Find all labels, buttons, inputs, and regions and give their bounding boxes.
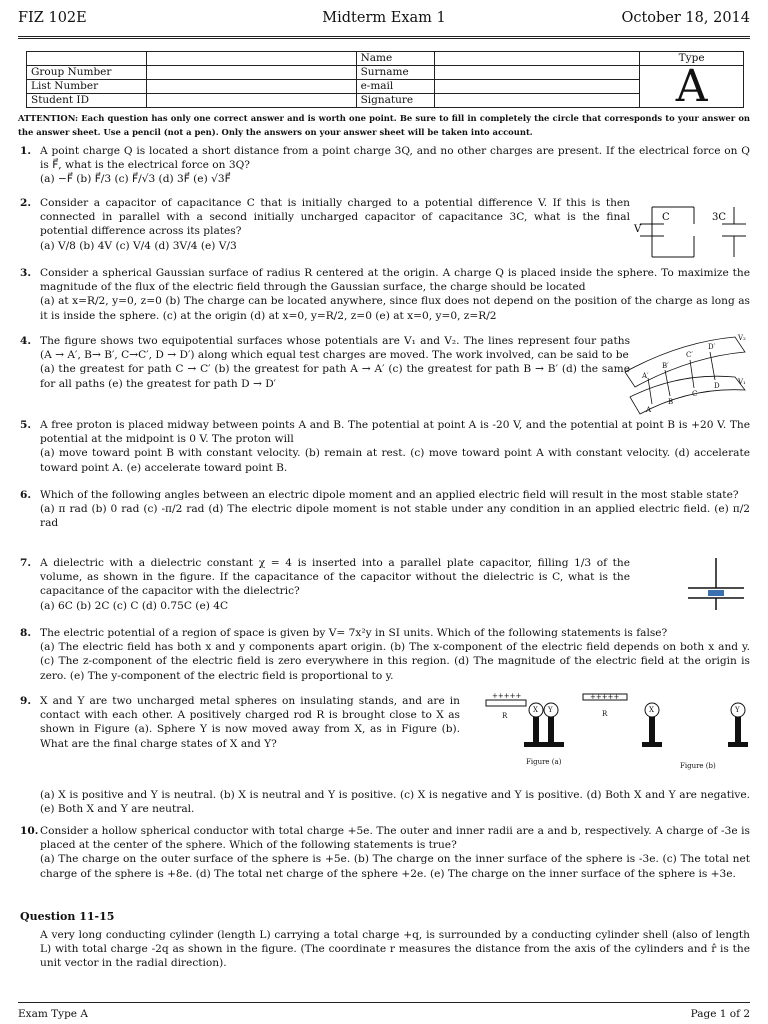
rod-label: R — [502, 712, 508, 720]
signature-label: Signature — [356, 94, 435, 108]
footer-rule — [18, 1002, 750, 1003]
section-text: A very long conducting cylinder (length L) carrying a total charge +q, is surrounded by a conducting cylinder shell (also of length L) with total charge -2q as shown in the figure. (The coordinate r measures the distance from the axis of the cylinders and r̂ is the unit vector in the radial direction). — [40, 929, 750, 970]
figure-b-caption: Figure (b) — [680, 762, 716, 770]
exam-date: October 18, 2014 — [621, 10, 750, 26]
group-number-field[interactable] — [146, 66, 356, 80]
sphere-y-label: Y — [548, 706, 553, 714]
student-info-table — [26, 51, 744, 112]
question-text: The figure shows two equipotential surfaces whose potentials are V₁ and V₂. The lines represent four paths (A → A′, B→ B′, C→C′, D → D′) along which equal test charges are moved. The work involved, can be said to be — [40, 335, 630, 362]
section-title: Question 11-15 — [20, 910, 115, 923]
svg-text:X: X — [649, 706, 654, 714]
spheres-figure — [480, 692, 750, 772]
exam-type-footer: Exam Type A — [18, 1008, 88, 1020]
capacitor-3c-label: 3C — [712, 212, 727, 223]
dielectric-slab — [708, 590, 724, 596]
svg-text:A′: A′ — [642, 372, 649, 380]
svg-text:A: A — [646, 406, 652, 414]
question-number: 7. — [20, 557, 32, 569]
name-label: Name — [356, 52, 435, 66]
v1-label: V₁ — [738, 378, 746, 386]
signature-field[interactable] — [435, 94, 640, 108]
question-options: (a) The charge on the outer surface of the sphere is +5e. (b) The charge on the inner surface of the sphere is -3e. (c) The total net charge of the sphere is +8e. (d) The total net charge of the sphere +2e. (e) The charge on the inner surface of the sphere is +3e. — [40, 853, 750, 880]
svg-text:+++++: +++++ — [590, 693, 620, 701]
svg-text:Y: Y — [735, 706, 740, 714]
v2-label: V₂ — [738, 334, 746, 342]
question-number: 5. — [20, 419, 32, 431]
svg-text:B′: B′ — [662, 362, 669, 370]
question-options: (a) move toward point B with constant velocity. (b) remain at rest. (c) move toward point A with constant velocity. (d) accelerate toward point A. (e) accelerate toward point B. — [40, 447, 750, 474]
question-options: (a) 6C (b) 2C (c) C (d) 0.75C (e) 4C — [40, 599, 229, 612]
question-number: 9. — [20, 695, 32, 707]
question-3 — [20, 266, 750, 323]
type-label: Type — [640, 52, 744, 66]
question-options: (a) The electric field has both x and y components apart origin. (b) The x-component of the electric field depends on both x and y. (c) The z-component of the electric field is zero everywhere in this region. (d) The magnitude of the electric field at the origin is zero. (e) The y-component of the electric field is proportional to y. — [40, 641, 750, 682]
question-number: 1. — [20, 145, 32, 157]
capacitor-c-label: C — [662, 212, 670, 223]
question-6 — [20, 488, 750, 531]
email-field[interactable] — [435, 80, 640, 94]
section-intro — [20, 928, 750, 971]
svg-text:D′: D′ — [708, 343, 716, 351]
question-7 — [20, 556, 750, 613]
course-code: FIZ 102E — [18, 10, 87, 26]
student-id-field[interactable] — [146, 94, 356, 108]
header-rule-2 — [18, 38, 750, 39]
question-text: A point charge Q is located a short distance from a point charge 3Q, and no other charges are present. If the electrical force on Q is F⃗, what is the electrical force on 3Q? — [40, 145, 750, 172]
svg-text:D: D — [714, 382, 720, 390]
surname-field[interactable] — [435, 66, 640, 80]
list-number-label: List Number — [27, 80, 147, 94]
svg-text:B: B — [668, 398, 674, 406]
student-id-label: Student ID — [27, 94, 147, 108]
question-10 — [20, 824, 750, 881]
question-text: X and Y are two uncharged metal spheres on insulating stands, and are in contact with each other. A positively charged rod R is brought close to X as shown in Figure (a). Sphere Y is now moved away from X, as in Figure (b). What are the final charge states of X and Y? — [40, 695, 460, 750]
figure-a-caption: Figure (a) — [526, 758, 562, 766]
capacitor-circuit-figure — [632, 202, 752, 264]
svg-text:C: C — [692, 390, 698, 398]
question-number: 4. — [20, 335, 32, 347]
question-options: (a) at x=R/2, y=0, z=0 (b) The charge can be located anywhere, since flux does not depend on the position of the charge as long as it is inside the sphere. (c) at the origin (d) at x=0, y=R/2, z=0 (e) at x=0, y=0, z=R/2 — [40, 295, 750, 322]
rod-charges: +++++ — [492, 692, 522, 700]
name-field[interactable] — [435, 52, 640, 66]
question-9-options — [20, 788, 750, 816]
group-number-label: Group Number — [27, 66, 147, 80]
question-5 — [20, 418, 750, 475]
question-options: (a) π rad (b) 0 rad (c) -π/2 rad (d) The electric dipole moment is not stable under any condition in an applied electric field. (e) π/2 rad — [40, 503, 750, 530]
header-rule — [18, 36, 750, 37]
svg-text:C′: C′ — [686, 351, 693, 359]
charged-rod — [486, 700, 526, 706]
question-options: (a) X is positive and Y is neutral. (b) X is neutral and Y is positive. (c) X is negative and Y is positive. (d) Both X and Y are negative. (e) Both X and Y are neutral. — [40, 789, 750, 816]
question-1 — [20, 144, 750, 187]
surname-label: Surname — [356, 66, 435, 80]
question-number: 3. — [20, 267, 32, 279]
exam-title: Midterm Exam 1 — [322, 10, 446, 26]
question-options: (a) the greatest for path C → C′ (b) the greatest for path A → A′ (c) the greatest for path B → B′ (d) the same for all paths (e) the greatest for path D → D′ — [40, 363, 630, 390]
question-text: Which of the following angles between an electric dipole moment and an applied electric field will result in the most stable state? — [40, 489, 739, 501]
page-header — [18, 10, 750, 32]
email-label: e-mail — [356, 80, 435, 94]
question-text: Consider a spherical Gaussian surface of radius R centered at the origin. A charge Q is placed inside the sphere. To maximize the magnitude of the flux of the electric field through the Gaussian surface, the charge should be located — [40, 267, 750, 294]
voltage-label: V — [634, 224, 642, 235]
question-text: A free proton is placed midway between points A and B. The potential at point A is -20 V, and the potential at point B is +20 V. The potential at the midpoint is 0 V. The proton will — [40, 419, 750, 446]
exam-type-letter: A — [640, 66, 744, 108]
question-options: (a) −F⃗ (b) F⃗/3 (c) F⃗/√3 (d) 3F⃗ (e) √3F⃗ — [40, 173, 231, 186]
list-number-field[interactable] — [146, 80, 356, 94]
svg-text:R: R — [602, 710, 608, 718]
dielectric-capacitor-figure — [684, 558, 748, 610]
question-text: Consider a hollow spherical conductor with total charge +5e. The outer and inner radii are a and b, respectively. A charge of -3e is placed at the center of the sphere. Which of the following statements is true? — [40, 825, 750, 852]
attention-notice: ATTENTION: Each question has only one correct answer and is worth one point. Be sure to fill in completely the circle that corresponds to your answer on the answer sheet. Use a pencil (not a pen). Only the answers on your answer sheet will be taken into account. — [18, 113, 750, 137]
equipotential-surfaces-figure — [620, 332, 750, 422]
question-number: 10. — [20, 825, 39, 837]
question-number: 2. — [20, 197, 32, 209]
question-number: 6. — [20, 489, 32, 501]
question-text: A dielectric with a dielectric constant χ = 4 is inserted into a parallel plate capacitor, filling 1/3 of the volume, as shown in the figure. If the capacitance of the capacitor without the dielectric is C, what is the capacitance of the capacitor with the dielectric? — [40, 557, 630, 598]
question-options: (a) V/8 (b) 4V (c) V/4 (d) 3V/4 (e) V/3 — [40, 239, 237, 252]
page-number: Page 1 of 2 — [690, 1008, 750, 1020]
question-8 — [20, 626, 750, 683]
question-text: Consider a capacitor of capacitance C that is initially charged to a potential difference V. If this is then connected in parallel with a second initially uncharged capacitor of capacitance 3C, what is the final potential difference across its plates? — [40, 197, 630, 238]
question-text: The electric potential of a region of space is given by V= 7x²y in SI units. Which of the following statements is false? — [40, 627, 668, 639]
question-number: 8. — [20, 627, 32, 639]
sphere-x-label: X — [533, 706, 538, 714]
